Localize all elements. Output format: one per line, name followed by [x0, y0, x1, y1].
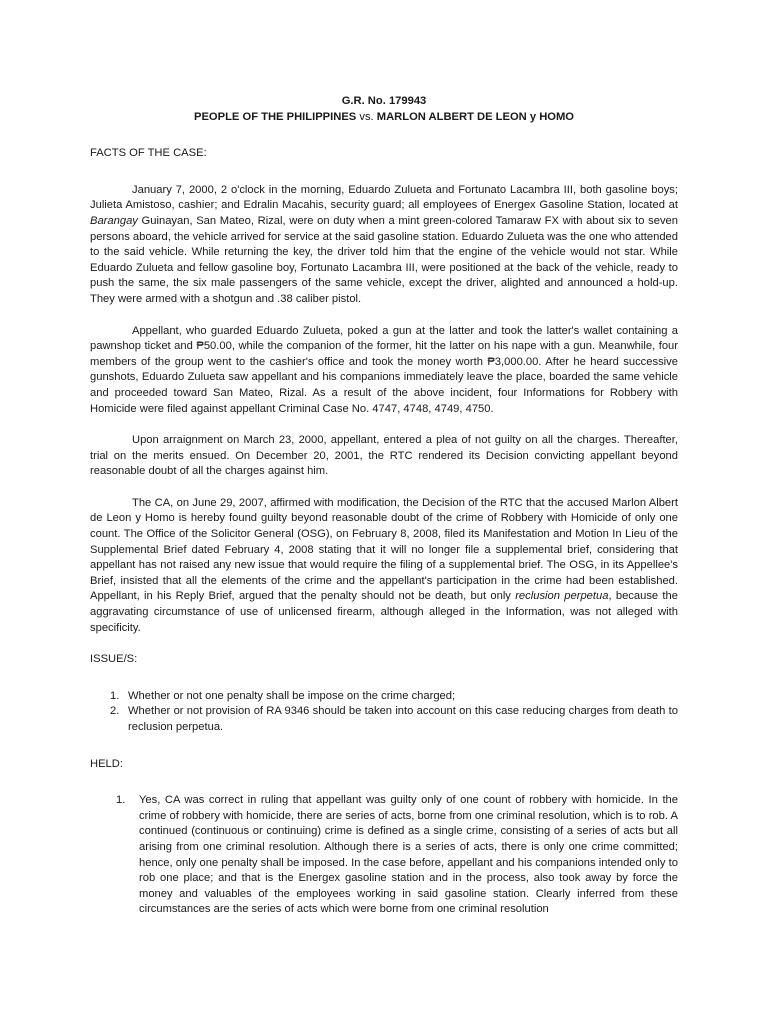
list-item-number: 2. — [110, 705, 120, 718]
facts-p1-text-a: January 7, 2000, 2 o'clock in the morning, Eduardo Zulueta and Fortunato Lacambra III, both gasoline boys; Julieta Amistoso, cashier; and Edralin Macahis, security guard; all employees of Energex Gasoline Station, located at — [90, 183, 678, 212]
list-item-text: Whether or not provision of RA 9346 should be taken into account on this case reducing charges from death to reclusion perpetua. — [128, 705, 678, 733]
facts-heading: FACTS OF THE CASE: — [90, 147, 207, 160]
list-item — [90, 689, 678, 705]
facts-p1-italic: Barangay — [90, 214, 138, 227]
list-item-number: 1. — [116, 794, 126, 807]
list-item — [90, 704, 678, 735]
facts-p4-text-b: , because the aggravating circumstance of use of unlicensed firearm, although alleged in the Information, was not alleged with specificity. — [90, 590, 678, 634]
list-item-number: 1. — [110, 689, 120, 702]
facts-paragraph-1 — [90, 183, 678, 308]
document-body — [90, 94, 678, 939]
facts-paragraph-2: Appellant, who guarded Eduardo Zulueta, poked a gun at the latter and took the latter's wallet containing a pawnshop ticket and ₱50.00, while the companion of the former, hit the latter on his nape with a gun. Meanwhile, four members of the group went to the cashier's office and took the money worth ₱3,000.00. After he heard successive gunshots, Eduardo Zulueta saw appellant and his companions immediately leave the place, boarded the same vehicle and proceeded toward San Mateo, Rizal. As a result of the above incident, four Informations for Robbery with Homicide were filed against appellant Criminal Case No. 4747, 4748, 4749, 4750. — [90, 324, 678, 415]
held-list — [90, 793, 678, 918]
case-number: G.R. No. 179943 — [341, 95, 427, 107]
list-item-text: Whether or not one penalty shall be impose on the crime charged; — [128, 689, 456, 702]
facts-paragraph-4 — [90, 496, 678, 636]
list-item — [90, 793, 678, 918]
issues-list — [90, 689, 678, 736]
held-heading: HELD: — [90, 757, 123, 770]
case-title-vs: vs. — [359, 110, 374, 123]
facts-p4-text-a: The CA, on June 29, 2007, affirmed with modification, the Decision of the RTC that the accused Marlon Albert de Leon y Homo is hereby found guilty beyond reasonable doubt of the crime of Robbery with Homicide of only one count. The Office of the Solicitor General (OSG), on February 8, 2008, filed its Manifestation and Motion In Lieu of the Supplemental Brief dated February 4, 2008 stating that it will no longer file a supplemental brief, considering that appellant has not raised any new issue that would require the filing of a supplemental brief. The OSG, in its Appellee's Brief, insisted that all the elements of the crime and the appellant's participation in the crime had been established. Appellant, in his Reply Brief, argued that the penalty should not be death, but only — [90, 496, 678, 603]
facts-p4-italic: reclusion perpetua — [515, 590, 609, 603]
case-title-party1: PEOPLE OF THE PHILIPPINES — [194, 110, 357, 123]
case-title — [90, 110, 678, 126]
facts-p1-text-b: Guinayan, San Mateo, Rizal, were on duty when a mint green-colored Tamaraw FX with about six to seven persons aboard, the vehicle arrived for service at the said gasoline station. Eduardo Zulueta was the one who attended to the said vehicle. While returning the key, the driver told him that the engine of the vehicle would not star. While Eduardo Zulueta and fellow gasoline boy, Fortunato Lacambra III, were positioned at the back of the vehicle, ready to push the same, the six male passengers of the same vehicle, except the driver, alighted and announced a hold-up. They were armed with a shotgun and .38 caliber pistol. — [90, 214, 678, 305]
list-item-text: Yes, CA was correct in ruling that appellant was guilty only of one count of robbery with homicide. In the crime of robbery with homicide, there are series of acts, borne from one criminal resolution, which is to rob. A continued (continuous or continuing) crime is defined as a single crime, consisting of a series of acts but all arising from one criminal resolution. Although there is a series of acts, there is only one crime committed; hence, only one penalty shall be imposed. In the case before, appellant and his companions intended only to rob one place; and that is the Energex gasoline station and in the process, also took away by force the money and valuables of the employees working in said gasoline station. Clearly inferred from these circumstances are the series of acts which were borne from one criminal resolution — [139, 794, 678, 916]
case-title-party2: MARLON ALBERT DE LEON y HOMO — [376, 110, 574, 123]
facts-paragraph-3: Upon arraignment on March 23, 2000, appellant, entered a plea of not guilty on all the charges. Thereafter, trial on the merits ensued. On December 20, 2001, the RTC rendered its Decision convicting appellant beyond reasonable doubt of all the charges against him. — [90, 434, 678, 478]
issues-heading: ISSUE/S: — [90, 653, 138, 666]
